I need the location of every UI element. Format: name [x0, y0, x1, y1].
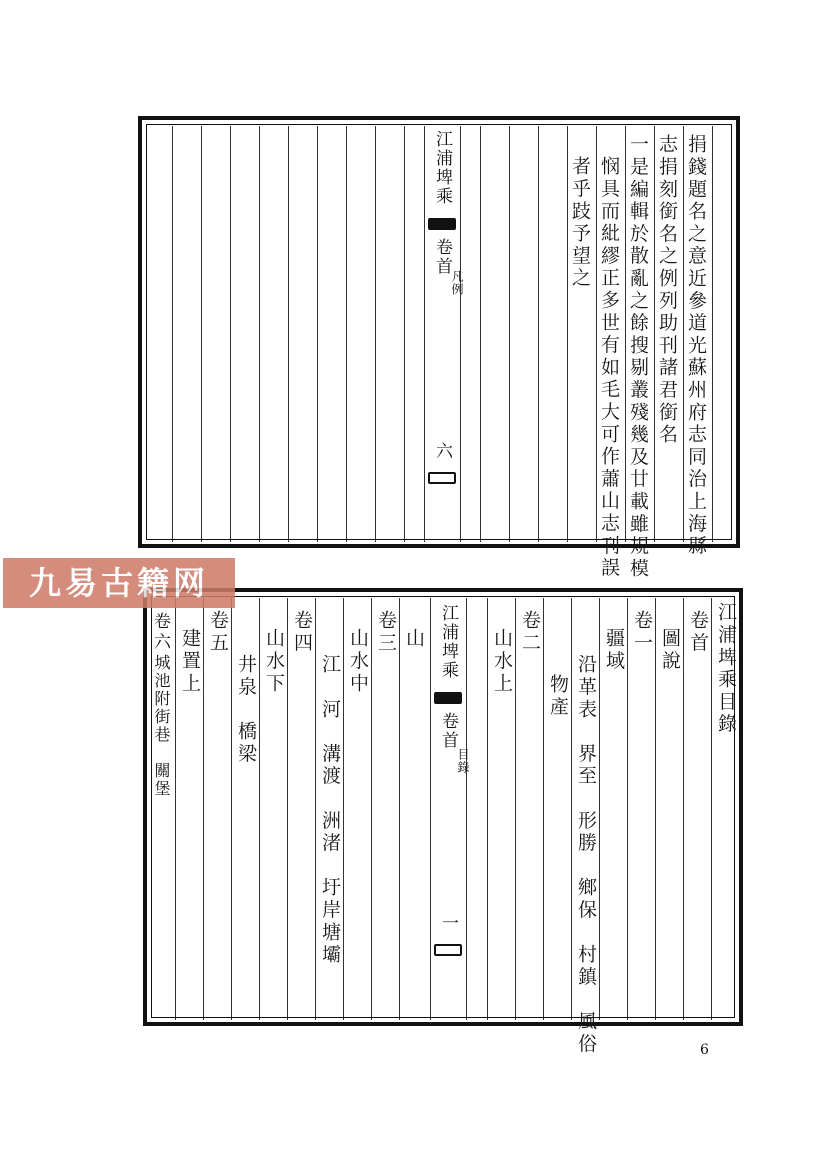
toc-entry: 山水下: [263, 628, 285, 695]
column-rule: [230, 126, 231, 542]
fishtail-mark: [428, 472, 456, 484]
toc-title: 江浦埤乘目錄: [715, 602, 737, 736]
bottom-fishtail-leaf: 一: [438, 914, 458, 933]
bottom-fishtail-volume: 卷首: [438, 712, 458, 750]
text-column: 志捐刻銜名之例列助刊諸君銜名: [656, 134, 678, 447]
column-rule: [287, 598, 288, 1020]
column-rule: [315, 598, 316, 1020]
column-rule: [399, 598, 400, 1020]
top-fishtail-volume: 卷首: [432, 238, 452, 276]
column-rule: [288, 126, 289, 542]
column-rule: [201, 126, 202, 542]
toc-entry: 江 河 溝渡 洲渚 圩岸塘壩: [319, 654, 341, 967]
column-rule: [712, 126, 713, 542]
column-rule: [515, 598, 516, 1020]
fishtail-rule: [424, 126, 425, 542]
bottom-page-frame: [143, 588, 743, 1056]
site-watermark: 九易古籍网: [3, 558, 235, 608]
top-fishtail-leaf: 六: [432, 442, 452, 461]
column-rule: [172, 126, 173, 542]
column-rule: [571, 598, 572, 1020]
column-rule: [371, 598, 372, 1020]
toc-entry: 圖說: [659, 628, 681, 673]
column-rule: [711, 598, 712, 1020]
column-rule: [543, 598, 544, 1020]
toc-entry: 山水上: [491, 628, 513, 695]
fishtail-mark: [428, 218, 456, 230]
toc-entry: 山: [403, 628, 425, 651]
toc-entry: 山水中: [347, 628, 369, 695]
fishtail-rule: [466, 598, 467, 1020]
column-rule: [683, 126, 684, 542]
toc-entry: 物產: [547, 674, 569, 719]
toc-entry: 井泉 橋梁: [235, 654, 257, 766]
column-rule: [596, 126, 597, 542]
text-column: 悯具而紕繆正多世有如毛大可作蕭山志刊誤: [598, 156, 620, 580]
fishtail-mark: [434, 944, 462, 956]
toc-volume: 卷三: [375, 610, 397, 655]
column-rule: [538, 126, 539, 542]
toc-volume: 卷五: [207, 610, 229, 655]
column-rule: [627, 598, 628, 1020]
bottom-fishtail-book-title: 江浦埤乘: [438, 604, 458, 680]
fishtail-mark: [434, 692, 462, 704]
column-rule: [509, 126, 510, 542]
bottom-fishtail-section: 目錄: [456, 748, 470, 774]
toc-volume: 卷首: [687, 610, 709, 655]
column-rule: [375, 126, 376, 542]
top-fishtail-book-title: 江浦埤乘: [432, 130, 452, 206]
text-column: 者乎跂予望之: [569, 156, 591, 290]
column-rule: [259, 126, 260, 542]
toc-volume: 卷一: [631, 610, 653, 655]
column-rule: [567, 126, 568, 542]
column-rule: [231, 598, 232, 1020]
column-rule: [683, 598, 684, 1020]
toc-entry: 建置上: [179, 628, 201, 695]
column-rule: [625, 126, 626, 542]
column-rule: [655, 598, 656, 1020]
toc-entry: 沿革表 界至 形勝 鄉保 村鎮 風俗: [575, 654, 597, 1056]
column-rule: [480, 126, 481, 542]
column-rule: [404, 126, 405, 542]
toc-volume: 卷六: [150, 612, 170, 653]
column-rule: [343, 598, 344, 1020]
toc-volume: 卷二: [519, 610, 541, 655]
column-rule: [654, 126, 655, 542]
text-column: 捐錢題名之意近參道光蘇州府志同治上海縣: [685, 134, 707, 558]
fishtail-rule: [430, 598, 431, 1020]
toc-entry: 疆域: [603, 628, 625, 673]
fishtail-rule: [460, 126, 461, 542]
top-fishtail-section: 凡例: [450, 270, 464, 296]
column-rule: [203, 598, 204, 1020]
top-page-frame: [138, 116, 740, 580]
column-rule: [317, 126, 318, 542]
column-rule: [346, 126, 347, 542]
text-column: 一是編輯於散亂之餘搜剔叢殘幾及廿載雖規模: [627, 134, 649, 580]
column-rule: [487, 598, 488, 1020]
toc-entry: 城池附街巷 關堡: [152, 654, 171, 798]
column-rule: [599, 598, 600, 1020]
column-rule: [259, 598, 260, 1020]
toc-volume: 卷四: [291, 610, 313, 655]
column-rule: [175, 598, 176, 1020]
page-number: 6: [700, 1042, 709, 1058]
